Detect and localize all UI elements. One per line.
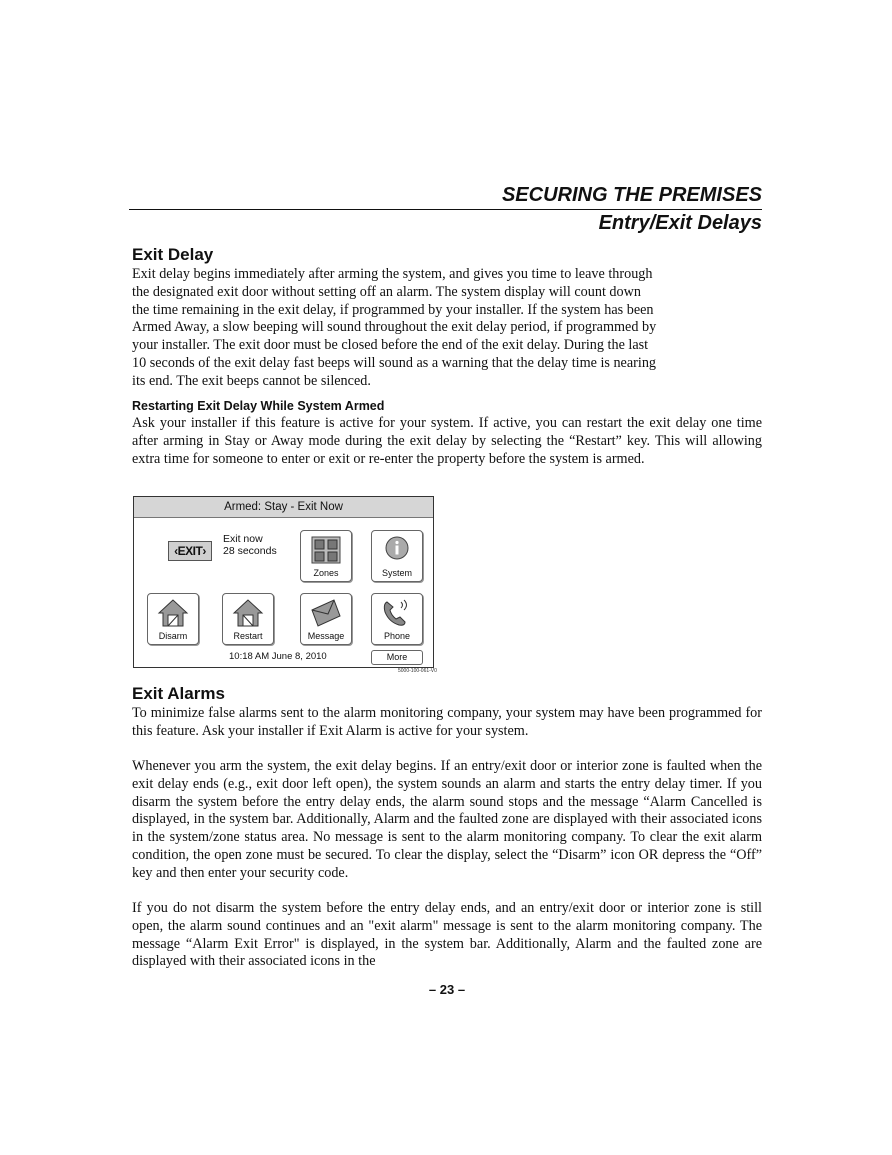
exit-alarms-paragraph-2: Whenever you arm the system, the exit delay begins. If an entry/exit door or interior zone is faulted when the exit delay ends (e.g., exit door left open), the system sounds an alarm and starts the entry delay timer. If you disarm the system before the entry delay ends, the alarm sound stops and the message “Alarm Cancelled is displayed, in the system bar. Additionally, Alarm and the faulted zone are displayed with their associated icons in the system/zone status area. No message is sent to the alarm monitoring company. To clear the exit alarm condition, the open zone must be secured. To clear the display, select the “Disarm” icon OR depress the “Off” key and then enter your security code. — [132, 758, 762, 881]
exit-alarms-heading: Exit Alarms — [132, 684, 225, 703]
zones-icon — [310, 535, 342, 565]
phone-button[interactable] — [371, 593, 423, 645]
page-number: – 23 – — [428, 982, 466, 997]
system-label: System — [381, 568, 412, 578]
exit-delay-heading: Exit Delay — [132, 245, 214, 264]
restart-button[interactable] — [222, 593, 274, 645]
zones-button[interactable] — [300, 530, 352, 582]
section-title: SECURING THE PREMISES — [501, 184, 762, 206]
more-button[interactable]: More — [371, 650, 423, 665]
exit-delay-paragraph — [132, 266, 762, 391]
system-status-bar: Armed: Stay - Exit Now — [134, 497, 433, 518]
exit-alarms-intro: To minimize false alarms sent to the alarm monitoring company, your system may have been programmed for this feature. Ask your installer if Exit Alarm is active for your system. — [132, 705, 762, 739]
disarm-label: Disarm — [158, 631, 188, 641]
exit-alarms-paragraph-3: If you do not disarm the system before the entry delay ends, and an entry/exit door or interior zone is still open, the alarm sound continues and an "exit alarm" message is sent to the alarm monitoring company. The message “Alarm Exit Error" is displayed, in the system bar. Additionally, Alarm and the faulted zone are displayed with their associated icons in the — [132, 900, 762, 970]
message-button[interactable] — [300, 593, 352, 645]
exit-delay-line: its end. The exit beeps cannot be silenced. — [132, 372, 371, 389]
figure-part-number: 5000-100-061-V0 — [398, 668, 437, 674]
exit-sign-icon: ‹EXIT› — [168, 541, 212, 561]
restart-heading: Restarting Exit Delay While System Armed — [132, 399, 385, 413]
envelope-icon — [310, 598, 342, 628]
keypad-screen-figure — [133, 496, 434, 668]
exit-delay-line: 10 seconds of the exit delay fast beeps will sound as a warning that the delay time is nearing — [132, 354, 657, 371]
subsection-title: Entry/Exit Delays — [598, 212, 762, 234]
phone-icon — [381, 598, 413, 628]
disarm-button[interactable] — [147, 593, 199, 645]
house-restart-icon — [232, 598, 264, 628]
restart-paragraph: Ask your installer if this feature is active for your system. If active, you can restart the exit delay one time after arming in Stay or Away mode during the exit delay by selecting the “Restart” key. This will allowing extra time for someone to enter or exit or re-enter the property before the system is armed. — [132, 415, 762, 467]
exit-delay-line: Armed Away, a slow beeping will sound throughout the exit delay period, if programmed by — [132, 319, 657, 336]
message-label: Message — [307, 631, 345, 641]
phone-label: Phone — [383, 631, 411, 641]
exit-delay-line: the designated exit door without setting off an alarm. The system display will count down — [132, 283, 641, 300]
exit-delay-line: your installer. The exit door must be closed before the end of the exit delay. During the last — [132, 337, 649, 354]
exit-countdown — [223, 533, 277, 557]
date-time-display: 10:18 AM June 8, 2010 — [229, 651, 327, 662]
exit-seconds-label: 28 seconds — [223, 545, 277, 557]
system-button[interactable] — [371, 530, 423, 582]
restart-label: Restart — [233, 631, 263, 641]
exit-delay-line: Exit delay begins immediately after arming the system, and gives you time to leave through — [132, 266, 653, 282]
house-disarm-icon — [157, 598, 189, 628]
info-icon — [381, 535, 413, 565]
header-rule — [129, 209, 762, 210]
exit-now-label: Exit now — [223, 533, 263, 545]
exit-delay-line: the time remaining in the exit delay, if programmed by your installer. If the system has been — [132, 301, 654, 318]
zones-label: Zones — [313, 568, 339, 578]
